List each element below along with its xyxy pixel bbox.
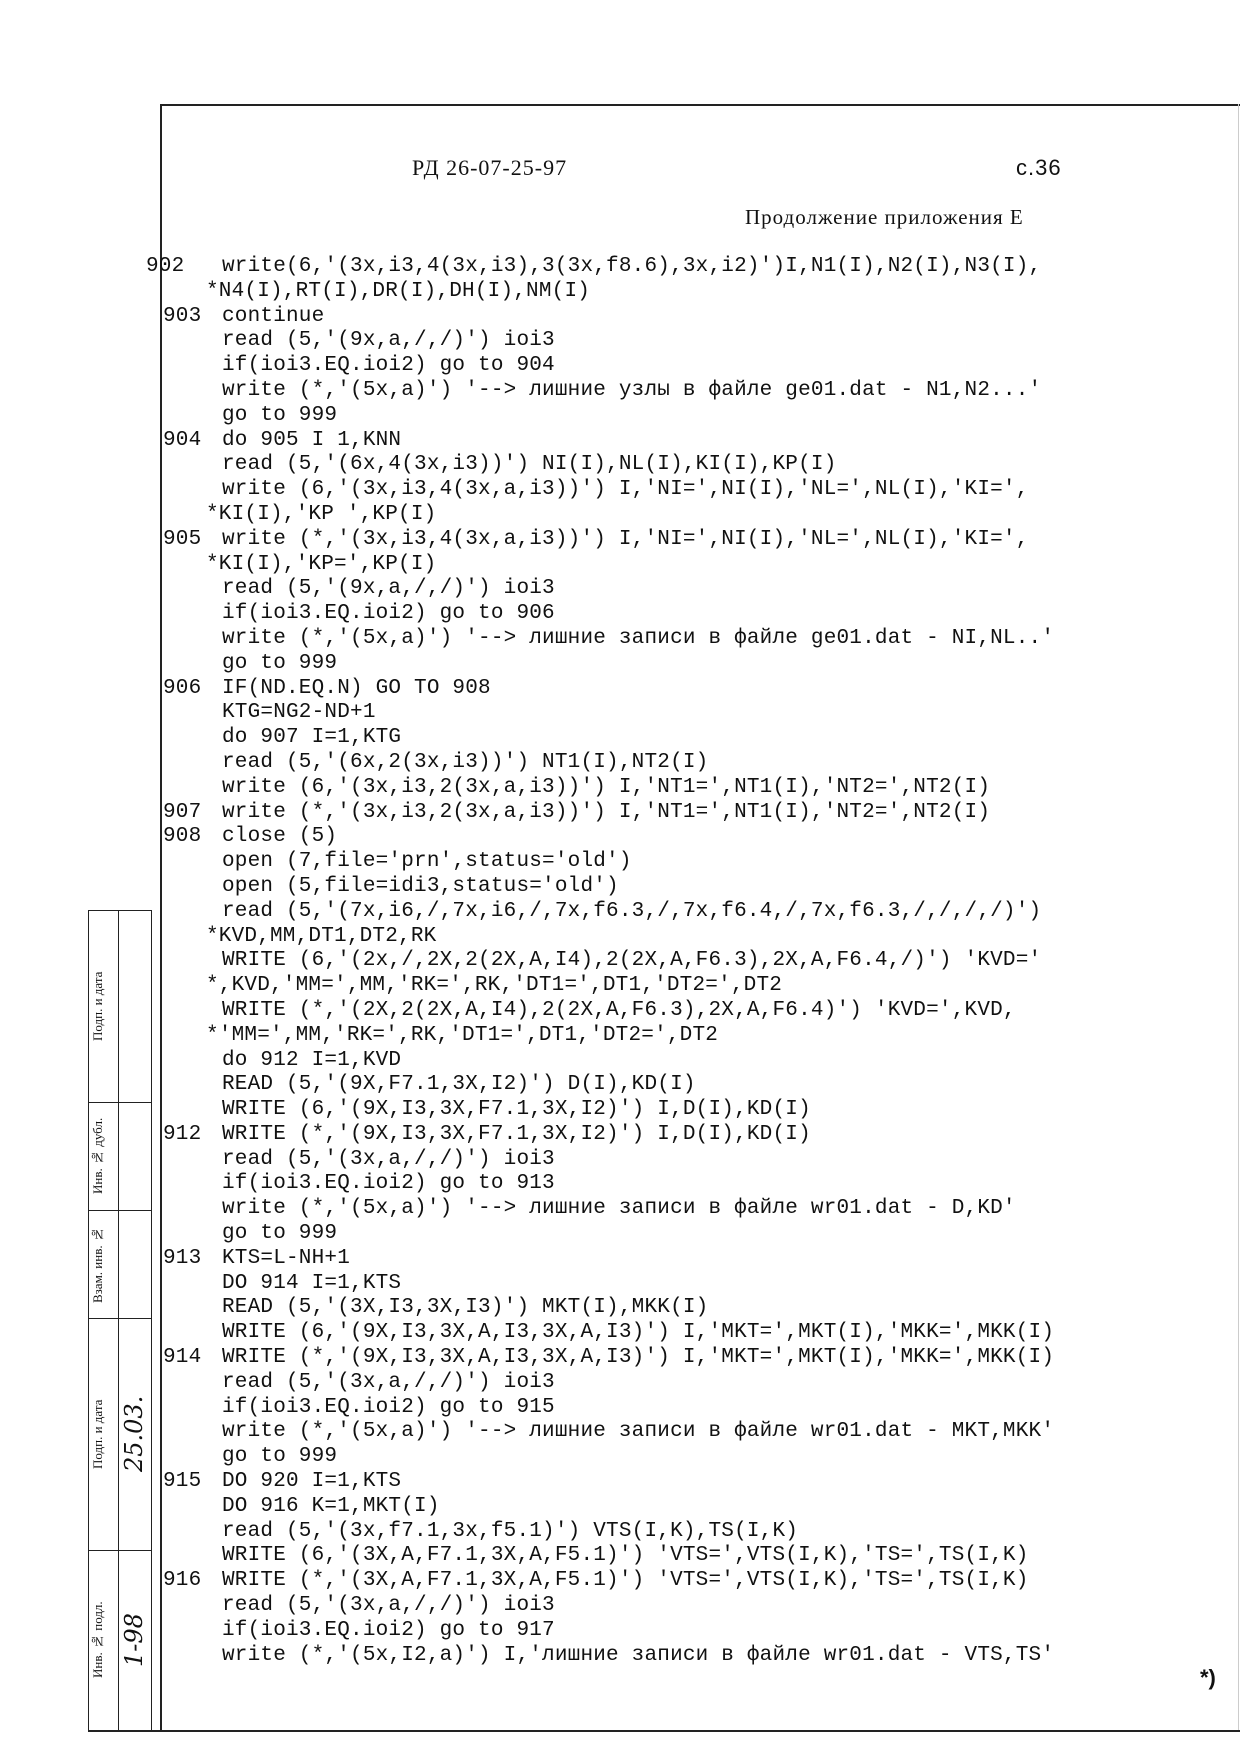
code-line: [0, 1420, 1248, 1445]
code-line: [0, 354, 1248, 379]
statement-text: read (5,'(9x,a,/,/)') ioi3: [222, 329, 555, 353]
fortran-listing: [0, 255, 1248, 1668]
code-line: [0, 1619, 1248, 1644]
code-line: [0, 1123, 1248, 1148]
statement-text: KTG=NG2-ND+1: [222, 701, 376, 725]
code-line: [0, 1495, 1248, 1520]
code-line: [0, 776, 1248, 801]
code-line: [0, 1346, 1248, 1371]
statement-label: 903: [163, 304, 202, 328]
handwritten-date: 25.03.: [120, 1395, 148, 1473]
statement-label: 915: [163, 1470, 202, 1494]
statement-label: 914: [163, 1346, 202, 1370]
statement-text: read (5,'(6x,2(3x,i3))') NT1(I),NT2(I): [222, 750, 709, 774]
statement-text: write (6,'(3x,i3,4(3x,a,i3))') I,'NI=',NI(I),'NL=',NL(I),'KI=',: [222, 478, 1029, 502]
statement-text: WRITE (6,'(9X,I3,3X,F7.1,3X,I2)') I,D(I),KD(I): [222, 1098, 811, 1122]
statement-text: go to 999: [222, 651, 338, 675]
statement-text: WRITE (6,'(2x,/,2X,2(2X,A,I4),2(2X,A,F6.3),2X,A,F6.4,/)') 'KVD=': [222, 949, 1042, 973]
code-line: [0, 1296, 1248, 1321]
statement-text: if(ioi3.EQ.ioi2) go to 913: [222, 1172, 555, 1196]
code-line: [0, 478, 1248, 503]
code-line: [0, 974, 1248, 999]
statement-text: continue: [222, 304, 325, 328]
code-line: [0, 1222, 1248, 1247]
code-line: [0, 751, 1248, 776]
statement-text: *KI(I),'KP=',KP(I): [206, 552, 437, 576]
statement-text: read (5,'(9x,a,/,/)') ioi3: [222, 577, 555, 601]
code-line: [0, 379, 1248, 404]
code-line: [0, 925, 1248, 950]
code-line: [0, 255, 1248, 280]
statement-label: 916: [163, 1569, 202, 1593]
frame-top-border: [162, 104, 1240, 106]
statement-text: *KVD,MM,DT1,DT2,RK: [206, 924, 437, 948]
code-line: [0, 999, 1248, 1024]
statement-text: write(6,'(3x,i3,4(3x,i3),3(3x,f8.6),3x,i2)')I,N1(I),N2(I),N3(I),: [222, 255, 1042, 278]
statement-text: write (*,'(3x,i3,2(3x,a,i3))') I,'NT1=',NT1(I),'NT2=',NT2(I): [222, 800, 991, 824]
stamp-label-duplicate-inventory: Инв. № дубл.: [90, 1117, 105, 1195]
code-line: [0, 850, 1248, 875]
statement-text: WRITE (6,'(9X,I3,3X,A,I3,3X,A,I3)') I,'MKT=',MKT(I),'MKK=',MKK(I): [222, 1321, 1055, 1345]
code-line: [0, 602, 1248, 627]
statement-text: WRITE (6,'(3X,A,F7.1,3X,A,F5.1)') 'VTS=',VTS(I,K),'TS=',TS(I,K): [222, 1544, 1029, 1568]
footnote-mark: *): [1200, 1665, 1216, 1690]
statement-label: 905: [163, 527, 202, 551]
statement-text: read (5,'(3x,a,/,/)') ioi3: [222, 1594, 555, 1618]
statement-text: if(ioi3.EQ.ioi2) go to 904: [222, 354, 555, 378]
statement-text: READ (5,'(3X,I3,3X,I3)') MKT(I),MKK(I): [222, 1296, 709, 1320]
statement-text: close (5): [222, 825, 338, 849]
document-code: РД 26-07-25-97: [412, 155, 568, 180]
statement-text: read (5,'(3x,a,/,/)') ioi3: [222, 1370, 555, 1394]
statement-text: write (*,'(5x,a)') '--> лишние записи в файле wr01.dat - D,KD': [222, 1197, 1016, 1221]
stamp-row-divider: [88, 1102, 152, 1103]
code-line: [0, 1247, 1248, 1272]
statement-text: if(ioi3.EQ.ioi2) go to 917: [222, 1618, 555, 1642]
statement-text: DO 914 I=1,KTS: [222, 1271, 402, 1295]
stamp-row-divider: [88, 1210, 152, 1211]
code-line: [0, 1445, 1248, 1470]
code-line: [0, 453, 1248, 478]
statement-text: READ (5,'(9X,F7.1,3X,I2)') D(I),KD(I): [222, 1073, 696, 1097]
statement-text: open (7,file='prn',status='old'): [222, 850, 632, 874]
code-line: [0, 875, 1248, 900]
code-line: [0, 652, 1248, 677]
statement-text: *'MM=',MM,'RK=',RK,'DT1=',DT1,'DT2=',DT2: [206, 1023, 719, 1047]
code-line: [0, 1396, 1248, 1421]
statement-text: write (*,'(5x,a)') '--> лишние записи в файле ge01.dat - NI,NL..': [222, 626, 1055, 650]
code-line: [0, 1321, 1248, 1346]
code-line: [0, 577, 1248, 602]
code-line: [0, 1520, 1248, 1545]
appendix-continuation-title: Продолжение приложения Е: [745, 205, 1024, 229]
statement-text: read (5,'(3x,a,/,/)') ioi3: [222, 1147, 555, 1171]
stamp-row-divider: [88, 1550, 152, 1551]
statement-text: WRITE (*,'(2X,2(2X,A,I4),2(2X,A,F6.3),2X,A,F6.4)') 'KVD=',KVD,: [222, 998, 1016, 1022]
code-line: [0, 528, 1248, 553]
code-line: [0, 949, 1248, 974]
stamp-label-original-inventory: Инв. № подл.: [90, 1601, 105, 1679]
code-line: [0, 1594, 1248, 1619]
statement-text: *KI(I),'KP ',KP(I): [206, 502, 437, 526]
statement-label: 908: [163, 825, 202, 849]
statement-text: WRITE (*,'(9X,I3,3X,A,I3,3X,A,I3)') I,'MKT=',MKT(I),'MKK=',MKK(I): [222, 1346, 1055, 1370]
statement-label: 904: [163, 428, 202, 452]
code-line: [0, 1073, 1248, 1098]
code-line: [0, 553, 1248, 578]
code-line: [0, 825, 1248, 850]
stamp-row-divider: [88, 1318, 152, 1319]
statement-text: read (5,'(7x,i6,/,7x,i6,/,7x,f6.3,/,7x,f6.4,/,7x,f6.3,/,/,/,/)'): [222, 899, 1042, 923]
code-line: [0, 305, 1248, 330]
code-line: [0, 701, 1248, 726]
statement-text: read (5,'(6x,4(3x,i3))') NI(I),NL(I),KI(I),KP(I): [222, 453, 837, 477]
code-line: [0, 1644, 1248, 1669]
code-line: [0, 1197, 1248, 1222]
code-line: [0, 1371, 1248, 1396]
code-line: [0, 1569, 1248, 1594]
statement-text: *N4(I),RT(I),DR(I),DH(I),NM(I): [206, 279, 591, 303]
statement-text: if(ioi3.EQ.ioi2) go to 906: [222, 602, 555, 626]
statement-label: 902: [146, 255, 185, 278]
code-line: [0, 677, 1248, 702]
statement-text: go to 999: [222, 1222, 338, 1246]
code-line: [0, 1148, 1248, 1173]
code-line: [0, 329, 1248, 354]
stamp-row-divider: [88, 910, 152, 911]
statement-text: do 905 I 1,KNN: [222, 428, 402, 452]
statement-label: 907: [163, 800, 202, 824]
statement-text: IF(ND.EQ.N) GO TO 908: [222, 676, 491, 700]
code-line: [0, 627, 1248, 652]
approval-stamp: [88, 910, 152, 1730]
statement-text: do 907 I=1,KTG: [222, 726, 402, 750]
stamp-label-signature-date: Подп. и дата: [90, 971, 105, 1041]
code-line: [0, 429, 1248, 454]
stamp-border-left: [88, 910, 89, 1730]
stamp-label-signature-date: Подп. и дата: [90, 1399, 105, 1469]
statement-text: read (5,'(3x,f7.1,3x,f5.1)') VTS(I,K),TS(I,K): [222, 1519, 799, 1543]
statement-text: KTS=L-NH+1: [222, 1246, 351, 1270]
code-line: [0, 404, 1248, 429]
statement-text: DO 920 I=1,KTS: [222, 1470, 402, 1494]
statement-text: write (*,'(5x,I2,a)') I,'лишние записи в файле wr01.dat - VTS,TS': [222, 1643, 1055, 1667]
code-line: [0, 1049, 1248, 1074]
code-line: [0, 1470, 1248, 1495]
code-line: [0, 1098, 1248, 1123]
frame-bottom-border: [88, 1730, 1240, 1732]
statement-text: WRITE (*,'(9X,I3,3X,F7.1,3X,I2)') I,D(I),KD(I): [222, 1122, 811, 1146]
code-line: [0, 726, 1248, 751]
code-line: [0, 900, 1248, 925]
statement-text: *,KVD,'MM=',MM,'RK=',RK,'DT1=',DT1,'DT2=',DT2: [206, 974, 783, 998]
code-line: [0, 280, 1248, 305]
code-line: [0, 503, 1248, 528]
statement-text: go to 999: [222, 403, 338, 427]
handwritten-inventory-number: 1-98: [120, 1613, 148, 1667]
code-line: [0, 1172, 1248, 1197]
code-line: [0, 1024, 1248, 1049]
code-line: [0, 801, 1248, 826]
statement-text: do 912 I=1,KVD: [222, 1048, 402, 1072]
statement-label: 913: [163, 1246, 202, 1270]
statement-text: write (6,'(3x,i3,2(3x,a,i3))') I,'NT1=',NT1(I),'NT2=',NT2(I): [222, 775, 991, 799]
statement-text: open (5,file=idi3,status='old'): [222, 874, 619, 898]
code-line: [0, 1544, 1248, 1569]
statement-label: 912: [163, 1122, 202, 1146]
statement-text: write (*,'(5x,a)') '--> лишние узлы в файле ge01.dat - N1,N2...': [222, 378, 1042, 402]
statement-text: if(ioi3.EQ.ioi2) go to 915: [222, 1395, 555, 1419]
page-number: с.36: [1016, 155, 1062, 180]
statement-text: go to 999: [222, 1445, 338, 1469]
statement-text: write (*,'(3x,i3,4(3x,a,i3))') I,'NI=',NI(I),'NL=',NL(I),'KI=',: [222, 527, 1029, 551]
code-line: [0, 1272, 1248, 1297]
statement-text: write (*,'(5x,a)') '--> лишние записи в файле wr01.dat - MKT,MKK': [222, 1420, 1055, 1444]
statement-label: 906: [163, 676, 202, 700]
stamp-divider: [118, 910, 119, 1730]
statement-text: DO 916 K=1,MKT(I): [222, 1494, 440, 1518]
stamp-label-replacement-inventory: Взам. инв. №: [90, 1227, 105, 1303]
statement-text: WRITE (*,'(3X,A,F7.1,3X,A,F5.1)') 'VTS=',VTS(I,K),'TS=',TS(I,K): [222, 1569, 1029, 1593]
